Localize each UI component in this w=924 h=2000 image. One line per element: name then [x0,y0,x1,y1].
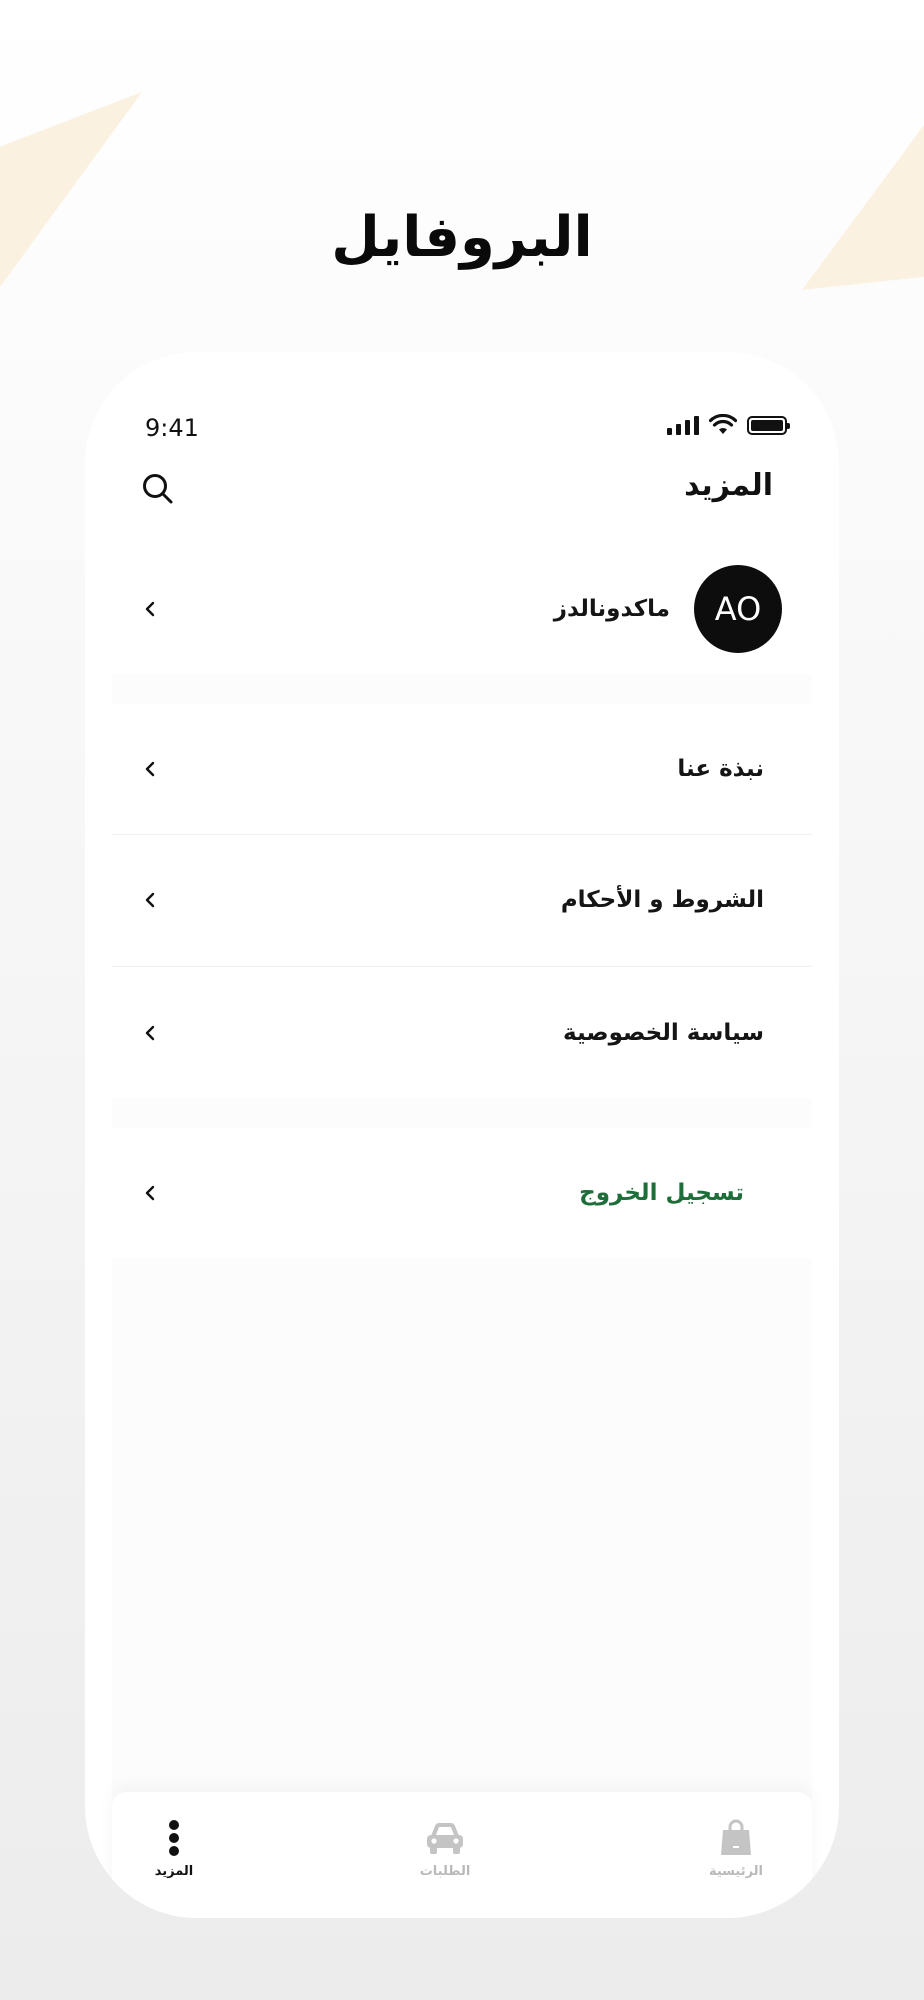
header-title: المزيد [684,468,773,503]
tab-more[interactable] [114,1818,234,1879]
menu-item-label: الشروط و الأحكام [560,887,764,913]
more-menu-content [112,544,812,1918]
profile-name: ماكدونالدز [553,596,670,622]
page-title: البروفايل [331,205,593,270]
wifi-icon [709,414,737,436]
logout-button[interactable] [112,1128,812,1258]
menu-item-privacy[interactable] [112,967,812,1098]
phone-frame [85,352,839,1918]
battery-icon [747,416,787,435]
tab-label: الرئيسية [708,1864,764,1879]
chevron-left-icon [140,1023,160,1043]
chevron-left-icon [140,599,160,619]
menu-item-about[interactable] [112,704,812,834]
tab-home[interactable] [676,1818,796,1879]
tab-label: المزيد [154,1864,194,1879]
chevron-left-icon [140,1183,160,1203]
status-icons [667,412,787,438]
logout-label: تسجيل الخروج [579,1180,744,1206]
avatar: AO [694,565,782,653]
chevron-left-icon [140,759,160,779]
menu-item-label: سياسة الخصوصية [563,1019,764,1046]
shopping-bag-icon [714,1818,758,1858]
signal-icon [667,415,699,435]
tab-orders[interactable] [385,1818,505,1879]
search-icon[interactable] [141,472,175,506]
menu-item-terms[interactable] [112,835,812,965]
menu-item-label: نبذة عنا [677,756,764,782]
car-icon [423,1818,467,1858]
chevron-left-icon [140,890,160,910]
more-dots-icon [152,1818,196,1858]
profile-row[interactable] [112,544,812,674]
status-time: 9:41 [145,414,199,442]
tab-label: الطلبات [419,1864,471,1879]
bottom-tab-bar [112,1792,812,1918]
profile-info [554,565,782,653]
